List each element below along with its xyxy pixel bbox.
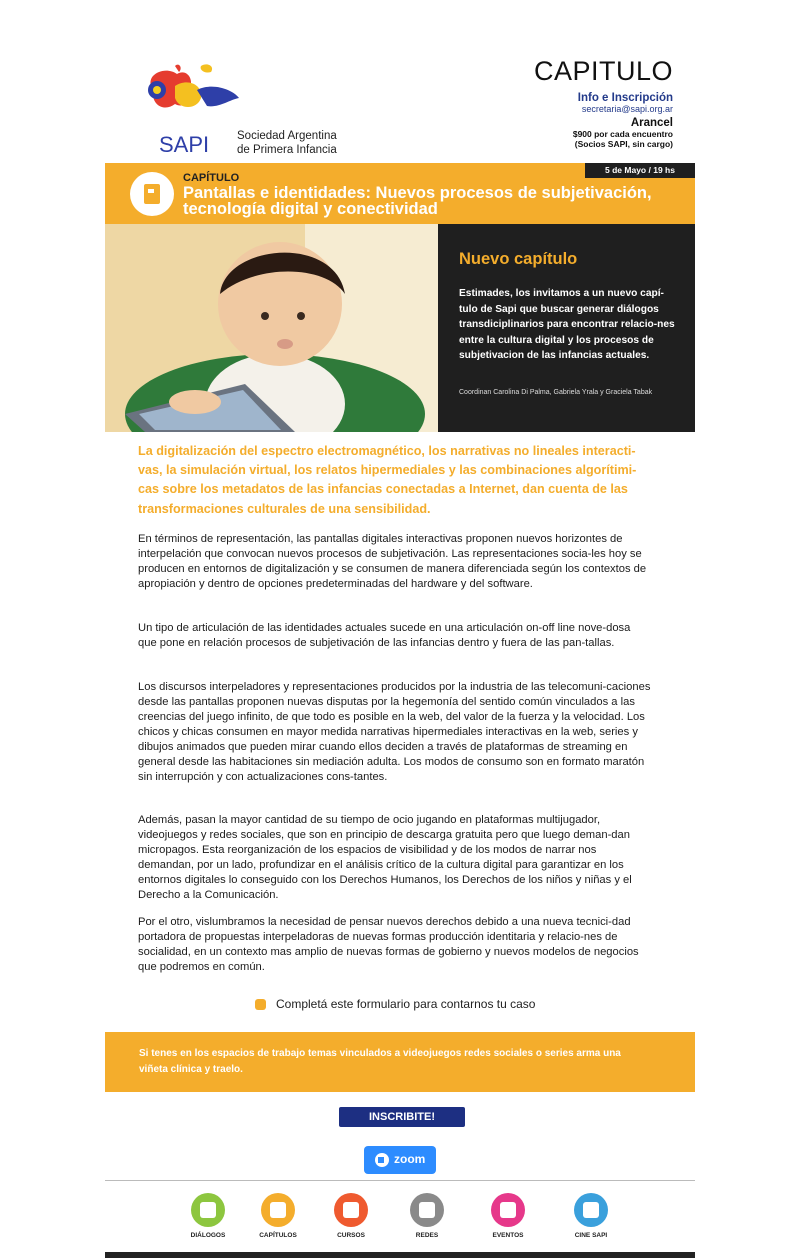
inscribite-button[interactable]: INSCRIBITE! xyxy=(339,1107,465,1127)
nav-item-redes[interactable] xyxy=(397,1193,457,1239)
price-line2: (Socios SAPI, sin cargo) xyxy=(574,139,673,149)
network-icon xyxy=(410,1193,444,1227)
info-title: Info e Inscripción xyxy=(577,92,673,104)
zoom-button[interactable] xyxy=(364,1146,436,1174)
hero-text-panel xyxy=(438,224,695,432)
newsletter-page xyxy=(105,0,695,1258)
hero-text: Estimades, los invitamos a un nuevo capí-tulo de Sapi que buscar generar diálogos transdiciplinarios para encontrar relacio-nes entre la cultura digital y los procesos de subjetivacion de las infancias actuales. xyxy=(459,288,675,362)
divider xyxy=(105,1180,695,1181)
book-icon xyxy=(261,1193,295,1227)
nav-item-eventos[interactable] xyxy=(478,1193,538,1239)
body-paragraph: Además, pasan la mayor cantidad de su tiempo de ocio jugando en plataformas multijugador, videojuegos y redes sociales, que son en principio de descarga gratuita pero que luego deman-dan micropagos. Esta reorganización de los espacios de visibilidad y de los modos de narrar nos demandan, por un lado, profundizar en el análisis crítico de la cultura digital para garantizar en los entornos digitales lo conseguido con los Derechos Humanos, los Derechos de los niños y niñas y el Derecho a la Comunicación. xyxy=(138,814,632,901)
pencil-ruler-icon xyxy=(334,1193,368,1227)
org-name-line1: Sociedad Argentina xyxy=(237,130,337,142)
nav-item-dialogos[interactable] xyxy=(178,1193,238,1239)
nav-label: CURSOS xyxy=(337,1232,365,1239)
body-paragraph: Los discursos interpeladores y representaciones producidos por la industria de las telecomuni-caciones desde las pantallas proponen nuevas disputas por la hegemonía del sentido común vinculados a las creencias del juego infinito, de que todo es posible en la web, del valor de la fuerza y la velocidad. Los chicos y chicas consumen en mayor medida narrativas hipermediales interactivas en la web, series y dibujos animados que pueden mirar cuando ellos deciden a través de plataformas de streaming en general desde las habitaciones sin mediación adulta. Los modos de consumo son en formato maratón sin interrupción y con actualizaciones cons-tantes. xyxy=(138,681,651,783)
nav-item-cursos[interactable] xyxy=(321,1193,381,1239)
chat-icon xyxy=(191,1193,225,1227)
arancel-title: Arancel xyxy=(630,117,673,129)
nav-label: DIÁLOGOS xyxy=(190,1232,226,1239)
svg-text:SAPI: SAPI xyxy=(159,132,210,157)
nav-label: EVENTOS xyxy=(492,1232,524,1239)
section-title: CAPITULO xyxy=(533,56,673,86)
zoom-label: zoom xyxy=(394,1152,426,1166)
form-link[interactable]: Completá este formulario para contarnos tu caso xyxy=(276,997,536,1011)
cta-text: Si tenes en los espacios de trabajo temas vinculados a videojuegos redes sociales o series arma una viñeta clínica y traelo. xyxy=(139,1048,621,1075)
org-name-line2: de Primera Infancia xyxy=(237,144,337,156)
kicker-label: CAPÍTULO xyxy=(183,172,240,184)
hero-heading: Nuevo capítulo xyxy=(459,250,578,268)
nav-label: REDES xyxy=(415,1232,439,1239)
price-line1: $900 por cada encuentro xyxy=(572,129,673,139)
nav-item-capitulos[interactable] xyxy=(248,1193,308,1239)
info-block xyxy=(573,93,673,149)
nav-label: CAPÍTULOS xyxy=(259,1232,297,1239)
sapi-logo xyxy=(135,60,245,160)
event-title: Pantallas e identidades: Nuevos procesos de subjetivación, tecnología digital y conectividad xyxy=(183,184,652,218)
coordinators-text: Coordinan Carolina Di Palma, Gabriela Yrala y Graciela Tabak xyxy=(459,389,653,396)
hero-photo-child-tablet xyxy=(105,224,438,432)
body-paragraph: En términos de representación, las pantallas digitales interactivas proponen nuevos horizontes de interpelación que convocan nuevos procesos de subjetivación. Las representaciones socia-les hoy se producen en entornos de digitalización y se consumen de manera diferenciada según los contextos de apropiación y dentro de opciones predeterminadas del hardware y del software. xyxy=(138,533,647,590)
bullet-icon xyxy=(255,999,266,1010)
film-icon xyxy=(574,1193,608,1227)
bottom-bar xyxy=(105,1252,695,1258)
nav-item-cine-sapi[interactable] xyxy=(561,1193,621,1239)
body-paragraph: Por el otro, vislumbramos la necesidad de pensar nuevos derechos debido a una nueva tecnici-dad portadora de propuestas interpeladoras de nuevas formas producción identitaria y relacio-nes de socialidad, en un contexto mas amplio de nuevas formas de gobierno y nuevos modelos de negocios que podremos en común. xyxy=(138,916,639,973)
body-paragraph: Un tipo de articulación de las identidades actuales sucede en una articulación on-off line nove-dosa que pone en relación procesos de subjetivación de las infancias dentro y fuera de las pan-tallas. xyxy=(138,622,631,649)
email-link[interactable]: secretaria@sapi.org.ar xyxy=(581,104,673,114)
lead-paragraph: La digitalización del espectro electromagnético, los narrativas no lineales interacti-vas, la simulación virtual, los relatos hipermediales y las combinaciones algorítimi-cas sobre los metadatos de las infancias conectadas a Internet, dan cuenta de las transformaciones culturales de una sensibilidad. xyxy=(138,444,637,516)
nav-label: CINE SAPI xyxy=(574,1232,608,1239)
date-tag: 5 de Mayo / 19 hs xyxy=(585,163,695,178)
calendar-icon xyxy=(491,1193,525,1227)
camera-icon xyxy=(375,1153,389,1167)
book-icon xyxy=(130,172,174,216)
organization-name xyxy=(237,129,337,157)
footer-nav xyxy=(105,1193,695,1243)
